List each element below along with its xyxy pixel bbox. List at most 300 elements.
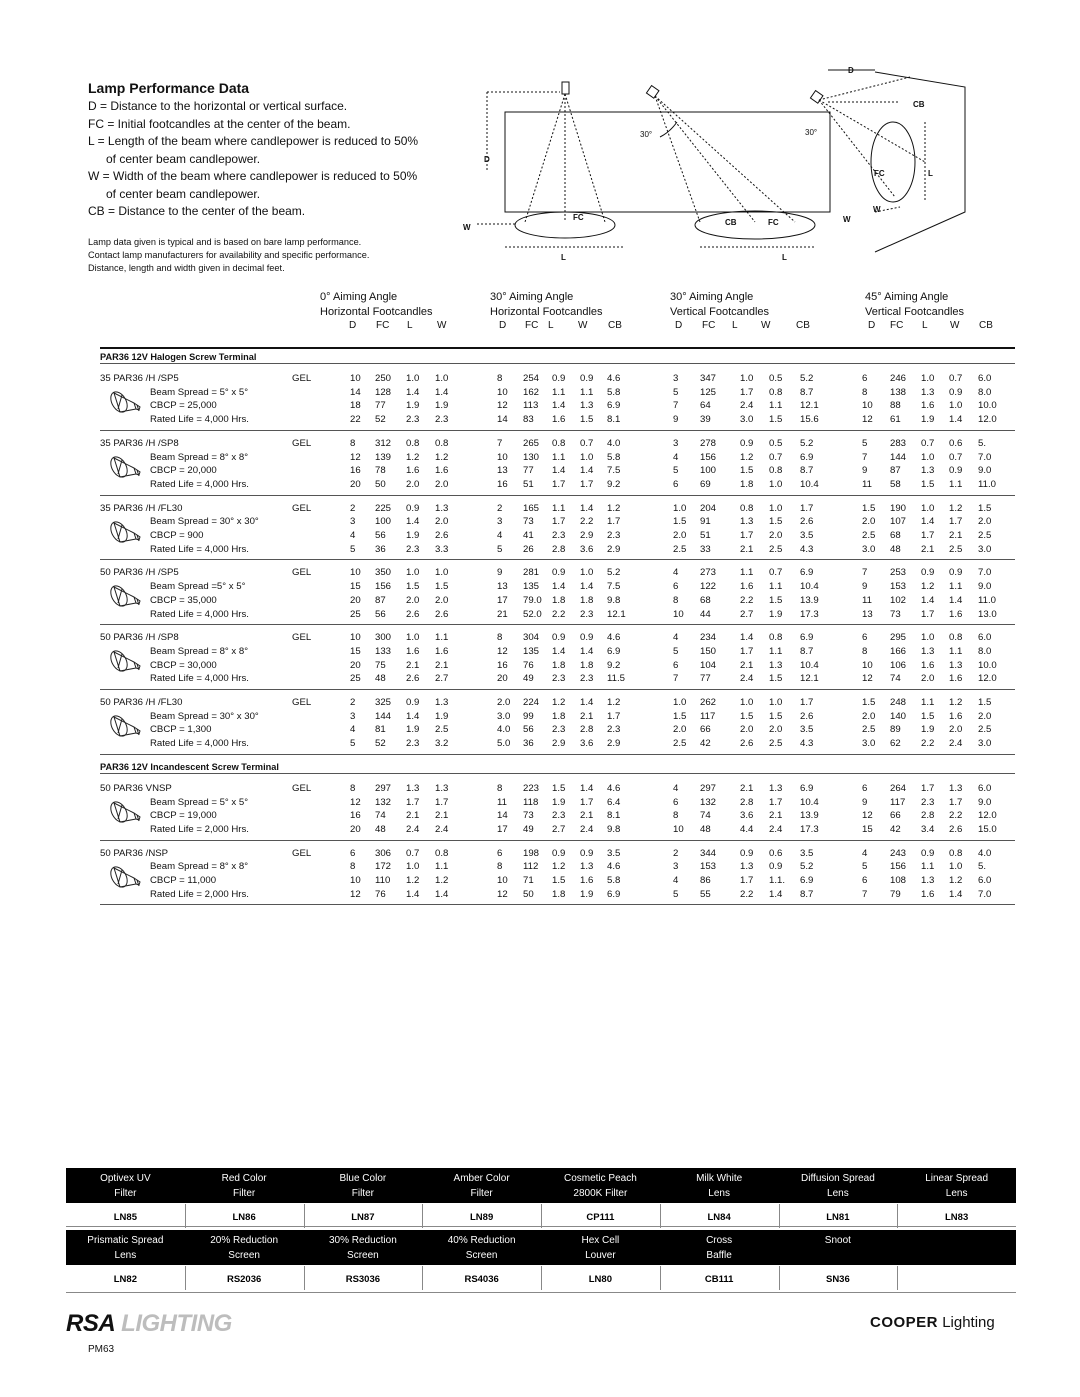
cell-value: 130	[523, 451, 540, 463]
cell-value: 1.1	[552, 451, 566, 463]
gel-label: GEL	[292, 847, 312, 859]
lamp-spec: Beam Spread = 5° x 5°	[150, 386, 249, 398]
lamp-spec: CBCP = 20,000	[150, 465, 217, 477]
table-row	[100, 414, 1015, 428]
cell-value: 1.2	[552, 697, 566, 708]
cell-value: 0.9	[580, 373, 594, 384]
cell-value: 1.3	[949, 659, 963, 671]
surface-outline	[505, 112, 830, 212]
cell-value: 16	[497, 659, 508, 671]
gel-label: GEL	[292, 632, 312, 644]
cell-value: 10	[350, 875, 361, 886]
definition-line: D = Distance to the horizontal or vertical surface.	[88, 99, 348, 113]
lamp-name: 50 PAR36 VNSP	[100, 782, 172, 794]
cell-value: 250	[375, 373, 392, 384]
cell-value: 4	[862, 847, 868, 859]
cell-value: 1.4	[949, 414, 963, 426]
accessory-type: Filter	[114, 1188, 137, 1199]
cell-value: 0.9	[580, 632, 594, 644]
cell-value: 1.4	[406, 516, 420, 528]
cell-value: 1.2	[921, 581, 935, 593]
cell-value: 15.6	[800, 414, 819, 426]
cell-value: 17	[497, 823, 508, 835]
cell-value: 0.9	[552, 632, 566, 644]
cell-value: 3.0	[862, 543, 876, 555]
cell-value: 3	[673, 437, 679, 449]
cell-value: 1.6	[435, 645, 449, 657]
cell-value: 273	[700, 567, 717, 579]
definition-line: W = Width of the beam where candlepower is reduced to 50%	[88, 169, 418, 183]
lamp-spec: Rated Life = 2,000 Hrs.	[150, 823, 249, 835]
cell-value: 2.0	[769, 530, 783, 541]
cell-value: 2.4	[435, 823, 449, 835]
table-row	[100, 646, 1015, 660]
cell-value: 73	[523, 810, 534, 822]
cell-value: 64	[700, 400, 711, 412]
accessory-name: Blue Color	[339, 1173, 387, 1184]
cell-value: 1.7	[607, 710, 621, 722]
cell-value: 1.4	[949, 888, 963, 900]
cell-value: 76	[523, 659, 534, 671]
cell-value: 1.6	[921, 888, 935, 900]
cell-value: 41	[523, 530, 534, 541]
lamp-name: 50 PAR36 /H /FL30	[100, 697, 183, 708]
lamp-name: 50 PAR36 /H /SP8	[100, 632, 179, 644]
table-row	[100, 848, 1015, 862]
cell-value: 1.5	[435, 581, 449, 593]
cell-value: 2.3	[406, 543, 420, 555]
cell-value: 4	[497, 530, 503, 541]
cell-value: 77	[523, 465, 534, 477]
cell-value: 1.0	[435, 373, 449, 384]
cell-value: 1.9	[580, 888, 594, 900]
cell-value: 20	[350, 659, 361, 671]
cell-value: 9.8	[607, 594, 621, 606]
gel-label: GEL	[292, 782, 312, 794]
cell-value: 1.7	[580, 478, 594, 490]
cell-value: 6.9	[800, 567, 814, 579]
column-label: FC	[376, 320, 390, 331]
cell-value: 5.	[978, 437, 987, 449]
table-row	[100, 452, 1015, 466]
cell-value: 1.0	[580, 567, 594, 579]
lamp-spec: Beam Spread = 8° x 8°	[150, 861, 249, 873]
table-row	[100, 724, 1015, 738]
cell-value: 2.2	[552, 608, 566, 620]
cell-value: 1.9	[921, 414, 935, 426]
cell-value: 1.7	[435, 796, 449, 808]
table-row	[100, 824, 1015, 838]
cell-value: 6	[862, 373, 868, 384]
group-subheader: Horizontal Footcandles	[490, 306, 603, 318]
cell-value: 10	[350, 373, 361, 384]
cell-value: 9	[862, 465, 868, 477]
cell-value: 4	[673, 567, 679, 579]
lamp-spec: CBCP = 1,300	[150, 724, 212, 736]
cell-value: 1.0	[406, 373, 420, 384]
cell-value: 2.1	[949, 530, 963, 541]
column-label: CB	[979, 320, 993, 331]
lamp-name: 35 PAR36 /H /SP8	[100, 437, 179, 449]
cell-value: 1.7	[740, 875, 754, 886]
accessory-code: LN84	[707, 1212, 731, 1223]
cell-value: 0.9	[921, 847, 935, 859]
cell-value: 1.0	[769, 697, 783, 708]
group-header: 30° Aiming Angle	[670, 291, 754, 303]
column-label: FC	[890, 320, 904, 331]
cell-value: 56	[523, 724, 534, 736]
cell-value: 1.2	[406, 451, 420, 463]
cell-value: 56	[375, 530, 386, 541]
cell-value: 3.6	[740, 810, 754, 822]
cell-value: 1.0	[406, 567, 420, 579]
lamp-spec: Rated Life = 4,000 Hrs.	[150, 738, 249, 750]
diagram-label-cb2: CB	[913, 100, 925, 109]
cell-value: 2	[497, 502, 503, 514]
cell-value: 6	[862, 632, 868, 644]
cell-value: 4.3	[800, 738, 814, 750]
cell-value: 10	[350, 567, 361, 579]
table-row	[100, 530, 1015, 544]
cell-value: 2.7	[552, 823, 566, 835]
cell-value: 7.5	[607, 581, 621, 593]
cell-value: 10.0	[978, 659, 997, 671]
cell-value: 4.3	[800, 543, 814, 555]
cell-value: 2.0	[435, 516, 449, 528]
cell-value: 1.6	[949, 710, 963, 722]
cell-value: 1.8	[580, 594, 594, 606]
cell-value: 10	[862, 659, 873, 671]
lamp-spec: Beam Spread = 5° x 5°	[150, 796, 249, 808]
cell-value: 52.0	[523, 608, 542, 620]
cell-value: 1.3	[769, 659, 783, 671]
cell-value: 8	[862, 645, 868, 657]
cell-value: 10	[497, 451, 508, 463]
diagram-label-fc1: FC	[573, 213, 584, 222]
cell-value: 1.4	[580, 502, 594, 514]
cell-value: 1.4	[580, 697, 594, 708]
cell-value: 6.0	[978, 632, 992, 644]
cell-value: 2.3	[552, 724, 566, 736]
cell-value: 11	[497, 796, 507, 808]
cell-value: 48	[700, 823, 711, 835]
cell-value: 10	[497, 875, 508, 886]
accessory-code: CP111	[586, 1212, 615, 1223]
cell-value: 3.0	[740, 414, 754, 426]
cell-value: 1.4	[406, 888, 420, 900]
cell-value: 21	[497, 608, 508, 620]
cell-value: 6	[497, 847, 503, 859]
cell-value: 1.1	[435, 861, 449, 873]
lamp-rule	[100, 689, 1015, 690]
cell-value: 5	[862, 437, 868, 449]
cell-value: 172	[375, 861, 392, 873]
cell-value: 1.7	[740, 645, 754, 657]
cell-value: 7.5	[607, 465, 621, 477]
cell-value: 7.0	[978, 888, 992, 900]
cell-value: 1.3	[740, 516, 754, 528]
cell-value: 3.3	[435, 543, 449, 555]
cell-value: 153	[700, 861, 717, 873]
cell-value: 13	[862, 608, 873, 620]
accessory-type: Filter	[470, 1188, 493, 1199]
diagram-label-l3: L	[928, 169, 933, 178]
cell-value: 1.9	[435, 400, 449, 412]
accessory-divider	[304, 1266, 305, 1290]
cell-value: 1.6	[949, 608, 963, 620]
cell-value: 104	[700, 659, 717, 671]
cell-value: 5	[350, 738, 356, 750]
cell-value: 1.1	[949, 645, 963, 657]
accessory-divider	[660, 1266, 661, 1290]
cell-value: 2.1	[740, 659, 754, 671]
cell-value: 281	[523, 567, 540, 579]
cell-value: 1.2	[607, 502, 621, 514]
cell-value: 278	[700, 437, 717, 449]
cell-value: 2.3	[552, 530, 566, 541]
cell-value: 0.9	[740, 847, 754, 859]
cell-value: 347	[700, 373, 717, 384]
cell-value: 139	[375, 451, 392, 463]
lamp-spec: CBCP = 35,000	[150, 594, 217, 606]
cell-value: 8.7	[800, 465, 814, 477]
cell-value: 11.0	[978, 594, 996, 606]
cell-value: 306	[375, 847, 392, 859]
cell-value: 1.1	[580, 386, 594, 398]
cell-value: 66	[890, 810, 901, 822]
cell-value: 1.3	[406, 782, 420, 794]
lamp-rule	[100, 904, 1015, 905]
cell-value: 2.5	[673, 543, 687, 555]
group-subheader: Vertical Footcandles	[865, 306, 965, 318]
cell-value: 4.0	[497, 724, 511, 736]
accessory-code: LN80	[588, 1274, 612, 1285]
cell-value: 52	[375, 738, 386, 750]
note-line: Distance, length and width given in decimal feet.	[88, 263, 285, 273]
cell-value: 1.5	[769, 673, 783, 685]
cell-value: 25	[350, 608, 361, 620]
lamp-name: 35 PAR36 /H /FL30	[100, 502, 183, 514]
cell-value: 7	[862, 567, 868, 579]
cell-value: 15	[350, 645, 361, 657]
cell-value: 2.3	[435, 414, 449, 426]
cell-value: 3.5	[800, 530, 814, 541]
cell-value: 2.0	[673, 530, 687, 541]
cell-value: 1.1	[552, 386, 566, 398]
cell-value: 74	[375, 810, 386, 822]
cell-value: 2.0	[435, 594, 449, 606]
cell-value: 1.6	[921, 400, 935, 412]
cell-value: 8	[673, 594, 679, 606]
definition-line: CB = Distance to the center of the beam.	[88, 204, 306, 218]
cell-value: 7.0	[978, 567, 992, 579]
wall-outline	[875, 72, 965, 252]
cell-value: 1.0	[921, 502, 935, 514]
accessory-code: RS4036	[464, 1274, 499, 1285]
cell-value: 1.5	[769, 516, 783, 528]
cell-value: 6.9	[800, 451, 814, 463]
cell-value: 1.3	[740, 861, 754, 873]
cell-value: 3.6	[580, 543, 594, 555]
table-row	[100, 609, 1015, 623]
cell-value: 0.7	[949, 451, 963, 463]
cell-value: 5.2	[800, 373, 814, 384]
cell-value: 107	[890, 516, 907, 528]
cell-value: 1.5	[978, 697, 992, 708]
cell-value: 7	[497, 437, 503, 449]
cell-value: 68	[890, 530, 901, 541]
cell-value: 1.0	[921, 373, 935, 384]
table-row	[100, 861, 1015, 875]
cell-value: 16	[350, 465, 361, 477]
lamp-rule	[100, 754, 1015, 755]
cell-value: 1.0	[406, 861, 420, 873]
cell-value: 1.0	[769, 478, 783, 490]
cell-value: 3.6	[580, 738, 594, 750]
definition-line: of center beam candlepower.	[106, 151, 261, 166]
cell-value: 6	[350, 847, 356, 859]
cell-value: 4.6	[607, 861, 621, 873]
cell-value: 2.1	[580, 710, 594, 722]
cell-value: 2.5	[673, 738, 687, 750]
accessory-name: Red Color	[221, 1173, 267, 1184]
cell-value: 8.0	[978, 386, 992, 398]
cell-value: 1.6	[921, 659, 935, 671]
beam-ellipse-vertical	[871, 122, 915, 202]
cell-value: 5	[862, 861, 868, 873]
cell-value: 2.4	[740, 400, 754, 412]
column-label: D	[675, 320, 683, 331]
lamp-spec: Beam Spread = 8° x 8°	[150, 645, 249, 657]
cell-value: 3	[673, 861, 679, 873]
cell-value: 2.5	[862, 530, 876, 541]
cell-value: 74	[700, 810, 711, 822]
cell-value: 6	[673, 659, 679, 671]
cell-value: 2	[350, 697, 356, 708]
column-label: W	[761, 320, 771, 331]
cell-value: 56	[375, 608, 386, 620]
cell-value: 6	[673, 478, 679, 490]
table-row	[100, 889, 1015, 903]
cell-value: 1.4	[435, 888, 449, 900]
cell-value: 12	[862, 414, 873, 426]
lamp-name: 50 PAR36 /H /SP5	[100, 567, 179, 579]
cell-value: 246	[890, 373, 907, 384]
cell-value: 1.5	[769, 414, 783, 426]
cell-value: 344	[700, 847, 717, 859]
cell-value: 2.3	[607, 724, 621, 736]
diagram-label-fc2: FC	[768, 218, 779, 227]
cell-value: 12.0	[978, 673, 997, 685]
cell-value: 1.9	[406, 724, 420, 736]
cell-value: 7.0	[978, 451, 992, 463]
cell-value: 1.2	[406, 875, 420, 886]
column-label: CB	[608, 320, 622, 331]
accessory-divider	[304, 1204, 305, 1228]
cell-value: 33	[700, 543, 711, 555]
cell-value: 12.0	[978, 414, 997, 426]
accessory-code: SN36	[825, 1274, 850, 1285]
cell-value: 204	[700, 502, 717, 514]
cell-value: 0.9	[552, 373, 566, 384]
cell-value: 6.9	[607, 645, 621, 657]
cell-value: 2.6	[949, 823, 963, 835]
cell-value: 1.3	[949, 782, 963, 794]
cell-value: 9	[862, 796, 868, 808]
cell-value: 1.5	[862, 502, 876, 514]
cell-value: 1.2	[740, 451, 754, 463]
accessory-code: LN87	[351, 1212, 375, 1223]
cell-value: 2.3	[580, 608, 594, 620]
lamp-spec: Beam Spread =5° x 5°	[150, 581, 246, 593]
lamp-0deg	[562, 82, 569, 94]
accessory-name: Amber Color	[453, 1173, 510, 1184]
table-row	[100, 400, 1015, 414]
cell-value: 144	[890, 451, 907, 463]
cell-value: 4.4	[740, 823, 754, 835]
diagram-label-fc3: FC	[874, 169, 885, 178]
accessory-code: LN82	[113, 1274, 137, 1285]
diagram-label-l2: L	[782, 253, 787, 262]
cell-value: 1.1	[949, 478, 963, 490]
accessory-type: Louver	[585, 1250, 616, 1261]
cell-value: 73	[890, 608, 901, 620]
cell-value: 2.4	[580, 823, 594, 835]
cell-value: 2.5	[949, 543, 963, 555]
cell-value: 10.0	[978, 400, 997, 412]
cell-value: 243	[890, 847, 907, 859]
table-row	[100, 438, 1015, 452]
table-row	[100, 595, 1015, 609]
accessory-name: Cosmetic Peach	[563, 1173, 637, 1184]
cell-value: 0.9	[552, 567, 566, 579]
cell-value: 99	[523, 710, 534, 722]
section-rule	[100, 773, 1015, 774]
cell-value: 2.5	[769, 543, 783, 555]
cell-value: 1.6	[406, 465, 420, 477]
cell-value: 1.9	[921, 724, 935, 736]
cell-value: 8	[497, 861, 503, 873]
lamp-spec: Beam Spread = 30° x 30°	[150, 516, 259, 528]
table-row	[100, 738, 1015, 752]
cell-value: 162	[523, 386, 540, 398]
cell-value: 50	[523, 888, 534, 900]
cell-value: 12	[497, 400, 508, 412]
cell-value: 2.8	[580, 724, 594, 736]
cell-value: 1.5	[552, 782, 566, 794]
accessory-type: Screen	[228, 1250, 260, 1261]
cell-value: 1.3	[580, 400, 594, 412]
cell-value: 2.1	[435, 659, 449, 671]
cell-value: 1.7	[949, 796, 963, 808]
cell-value: 1.3	[921, 465, 935, 477]
cell-value: 11	[862, 478, 872, 490]
cell-value: 9.2	[607, 659, 621, 671]
cell-value: 0.7	[949, 373, 963, 384]
cell-value: 0.8	[552, 437, 566, 449]
cell-value: 1.0	[673, 697, 687, 708]
cell-value: 2.9	[552, 738, 566, 750]
cell-value: 2.1	[406, 810, 420, 822]
accessory-code: LN89	[470, 1212, 494, 1223]
cell-value: 1.4	[552, 465, 566, 477]
cell-value: 2	[673, 847, 679, 859]
group-header: 0° Aiming Angle	[320, 291, 398, 303]
accessory-type: Baffle	[706, 1250, 732, 1261]
cell-value: 6.4	[607, 796, 621, 808]
cell-value: 2.0	[435, 478, 449, 490]
cell-value: 1.5	[978, 502, 992, 514]
